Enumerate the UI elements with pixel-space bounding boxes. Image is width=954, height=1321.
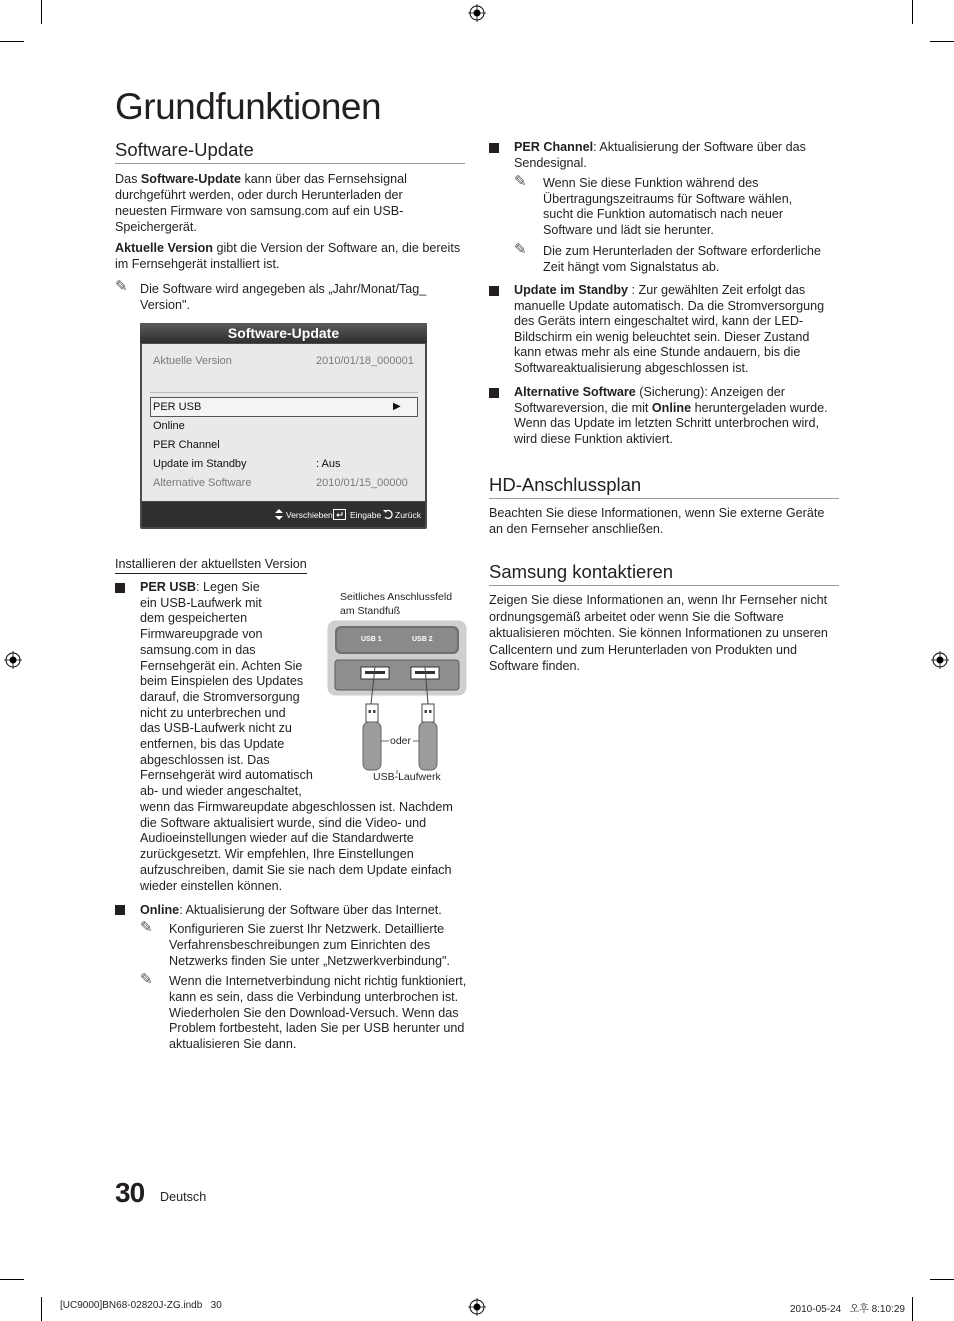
contact-samsung-text: Zeigen Sie diese Informationen an, wenn Ihr Fernseher nicht ordnungsgemäß arbeitet oder wenn Sie die Software aktualisieren möchten. Sie können Informationen zu unseren Callcentern und zum Herunterladen von Produkten und Software finden.: [489, 593, 828, 674]
enter-icon: [333, 509, 346, 520]
crop-mark: [930, 41, 954, 42]
return-icon: [383, 509, 393, 520]
note-pencil-icon: ✎: [140, 971, 153, 988]
osd-item-online[interactable]: Online: [153, 420, 185, 432]
osd-current-version-label: Aktuelle Version: [153, 355, 232, 367]
osd-item-alternative-software: Alternative Software: [153, 477, 252, 489]
print-footer-left: [UC9000]BN68-02820J-ZG.indb 30: [60, 1300, 222, 1311]
note-pencil-icon: ✎: [115, 278, 128, 295]
per-channel-note-search: Wenn Sie diese Funktion während des Übertragungszeitraums für Software wählen, sucht die Funktion automatisch nach neuer Software und lädt sie herunter.: [543, 176, 793, 237]
osd-item-update-standby[interactable]: Update im Standby: [153, 458, 247, 470]
osd-item-alternative-software-value: 2010/01/15_00000: [316, 477, 408, 489]
online-note-network: Konfigurieren Sie zuerst Ihr Netzwerk. Detaillierte Verfahrensbeschreibungen zum Einrichten des Netzwerks finden Sie unter „Netzwerkverbindung".: [169, 922, 450, 968]
per-channel-text: PER Channel: Aktualisierung der Software über das Sendesignal.: [514, 140, 806, 170]
crop-mark: [0, 41, 24, 42]
bullet-icon: [489, 286, 499, 296]
bullet-icon: [115, 905, 125, 915]
crop-mark: [41, 0, 42, 24]
osd-item-per-channel[interactable]: PER Channel: [153, 439, 220, 451]
osd-footer-move: Verschieben: [286, 510, 333, 520]
registration-mark-icon: [468, 4, 486, 22]
section-heading-hd-connection: HD-Anschlussplan: [489, 474, 839, 499]
online-note-connection: Wenn die Internetverbindung nicht richtig funktioniert, kann es sein, dass die Verbindung unterbrochen ist. Wiederholen Sie den Download-Versuch. Wenn das Problem fortbesteht, laden Sie per USB herunter und aktualisieren Sie dann.: [169, 974, 467, 1052]
usb-drive-label: USB-Laufwerk: [373, 771, 441, 783]
crop-mark: [930, 1279, 954, 1280]
section-heading-software-update: Software-Update: [115, 139, 465, 164]
print-footer-right: 2010-05-24 오후 8:10:29: [790, 1304, 905, 1315]
hd-connection-text: Beachten Sie diese Informationen, wenn Sie externe Geräte an den Fernseher anschließen.: [489, 506, 825, 536]
version-format-note: Die Software wird angegeben als „Jahr/Monat/Tag_ Version".: [140, 282, 427, 312]
page-language: Deutsch: [160, 1190, 207, 1204]
note-pencil-icon: ✎: [140, 919, 153, 936]
registration-mark-icon: [468, 1298, 486, 1316]
osd-item-per-usb-arrow-icon: ▶: [393, 401, 401, 412]
software-update-intro: Das Software-Update kann über das Fernsehsignal durchgeführt werden, oder durch Herunterladen der neuesten Firmware von samsung.com auf ein USB-Speichergerät.: [115, 172, 407, 234]
page-number: 30: [115, 1177, 145, 1208]
usb-port-2-label: USB 2: [412, 636, 433, 643]
bullet-icon: [489, 388, 499, 398]
osd-current-version-value: 2010/01/18_000001: [316, 355, 414, 367]
per-channel-note-time: Die zum Herunterladen der Software erforderliche Zeit hängt vom Signalstatus ab.: [543, 244, 821, 274]
osd-footer-enter: Eingabe: [350, 510, 382, 520]
osd-item-per-usb[interactable]: PER USB: [153, 401, 202, 413]
osd-divider: [150, 392, 418, 393]
per-usb-text-tail: wenn das Firmwareupdate abgeschlossen ist. Nachdem die Software aktualisiert wurde, sind die Video- und Audioeinstellungen wieder auf die Standardwerte zurückgesetzt. Wir empfehlen, Ihre Einstellungen aufzuschreiben, damit Sie sie nach dem Update einfach wieder einstellen können.: [140, 800, 453, 893]
online-text: Online: Aktualisierung der Software über das Internet.: [140, 903, 442, 917]
crop-mark: [0, 1279, 24, 1280]
section-heading-contact-samsung: Samsung kontaktieren: [489, 561, 839, 586]
usb-or-label: oder: [390, 735, 412, 747]
crop-mark: [912, 1297, 913, 1321]
crop-mark: [912, 0, 913, 24]
note-pencil-icon: ✎: [514, 173, 527, 190]
osd-menu-title: Software-Update: [140, 323, 427, 343]
bullet-icon: [115, 583, 125, 593]
registration-mark-icon: [931, 651, 949, 669]
usb-port-1-label: USB 1: [361, 636, 382, 643]
page-title: Grundfunktionen: [115, 86, 382, 127]
install-heading: Installieren der aktuellsten Version: [115, 556, 307, 574]
alternative-software-text: Alternative Software (Sicherung): Anzeigen der Softwareversion, die mit Online heruntergeladen wurde. Wenn das Update im letzten Schritt unterbrochen wird, wird diese Funktion aktiviert.: [514, 385, 828, 446]
per-usb-text: PER USB: Legen Sie ein USB-Laufwerk mit dem gespeicherten Firmwareupgrade von samsung.com in das Fernsehgerät ein. Achten Sie beim Einspielen des Updates darauf, die Stromversorgung nicht zu unterbrechen und das USB-Laufwerk nicht zu entfernen, bis das Update abgeschlossen ist. Das Fernsehgerät wird automatisch ab- und wieder angeschaltet,: [140, 580, 313, 799]
osd-item-update-standby-value: : Aus: [316, 458, 341, 470]
update-standby-text: Update im Standby : Zur gewählten Zeit erfolgt das manuelle Update automatisch. Da die Stromversorgung des Geräts intern eingeschaltet wird, kann der LED-Bildschirm ein wenig beleuchtet sein. Dieser Zustand kann etwas mehr als eine Stunde andauern, bis die Softwareaktualisierung abgeschlossen ist.: [514, 283, 825, 375]
registration-mark-icon: [4, 651, 22, 669]
bullet-icon: [489, 143, 499, 153]
osd-footer-back: Zurück: [395, 510, 421, 520]
crop-mark: [41, 1297, 42, 1321]
current-version-text: Aktuelle Version gibt die Version der Software an, die bereits im Fernsehgerät installiert ist.: [115, 241, 461, 271]
note-pencil-icon: ✎: [514, 241, 527, 258]
updown-arrow-icon: [275, 509, 283, 520]
usb-figure-caption: Seitliches Anschlussfeld am Standfuß: [340, 591, 453, 617]
